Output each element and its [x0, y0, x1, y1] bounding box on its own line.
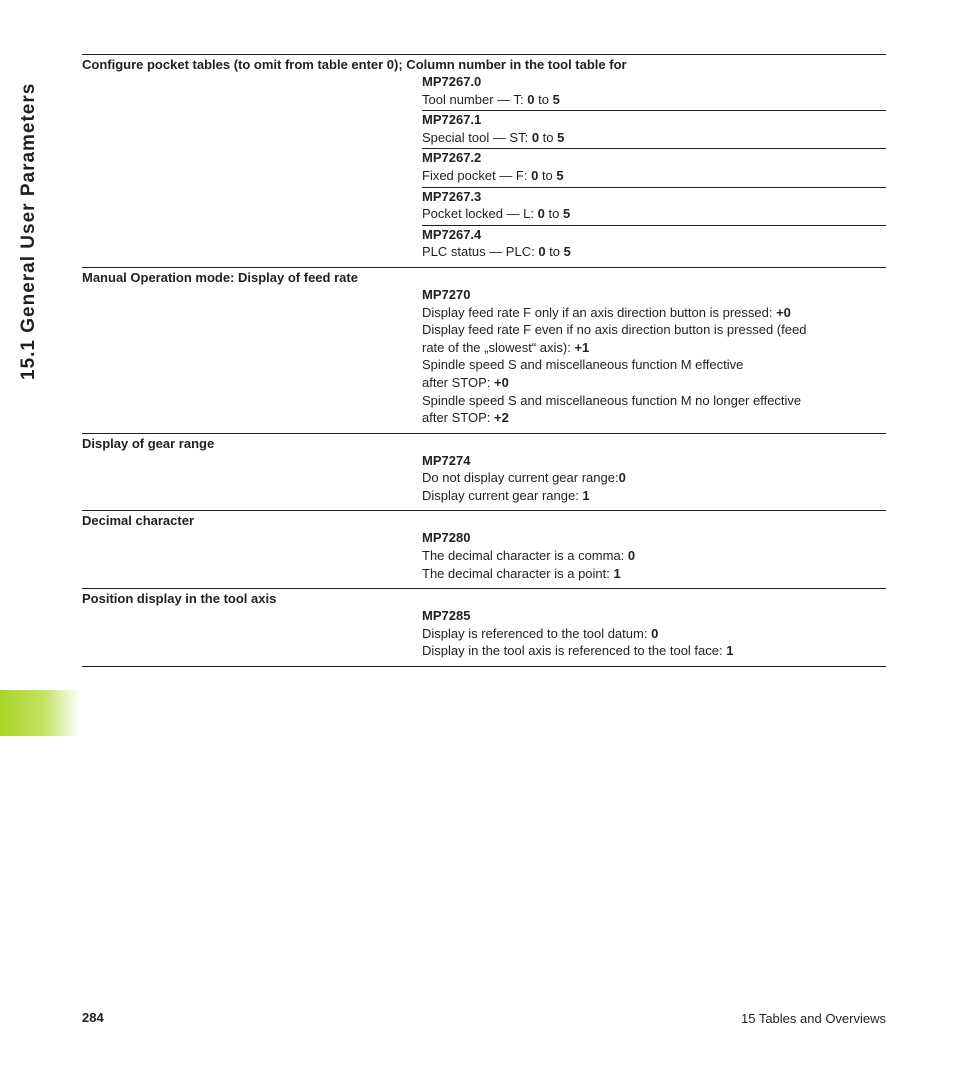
param-entry: [422, 529, 886, 582]
param-line: after STOP: +2: [422, 410, 509, 426]
section-title: Configure pocket tables (to omit from table enter 0); Column number in the tool table for: [82, 57, 627, 72]
param-list: [422, 607, 886, 660]
param-desc: Fixed pocket — F: 0 to 5: [422, 167, 564, 183]
param-id: MP7267.1: [422, 112, 482, 128]
param-id: MP7274: [422, 452, 471, 468]
param-id: MP7267.0: [422, 74, 482, 89]
section-position-display: [82, 588, 886, 667]
param-line: Do not display current gear range:0: [422, 470, 626, 486]
param-entry: [422, 225, 886, 261]
param-line: rate of the „slowest“ axis): +1: [422, 339, 590, 355]
param-list: [422, 452, 886, 505]
param-id: MP7267.2: [422, 150, 482, 166]
param-desc: Tool number — T: 0 to 5: [422, 91, 560, 107]
param-entry: [422, 187, 886, 223]
param-id: MP7280: [422, 530, 471, 546]
section-feed-rate-display: [82, 267, 886, 433]
side-chapter-title: 15.1 General User Parameters: [18, 82, 39, 380]
param-line: Display in the tool axis is referenced to the tool face: 1: [422, 643, 734, 659]
section-title: Decimal character: [82, 513, 195, 529]
parameter-table: [82, 54, 886, 667]
section-decimal-character: [82, 510, 886, 588]
param-list: [422, 73, 886, 261]
param-entry: [422, 110, 886, 146]
section-title: Manual Operation mode: Display of feed rate: [82, 269, 358, 285]
param-desc: PLC status — PLC: 0 to 5: [422, 244, 571, 260]
param-entry: [422, 73, 886, 108]
param-line: Display feed rate F even if no axis direction button is pressed (feed: [422, 322, 807, 338]
footer-chapter-title: 15 Tables and Overviews: [740, 1011, 886, 1026]
section-gear-range: [82, 433, 886, 511]
param-line: Display is referenced to the tool datum: 0: [422, 625, 659, 641]
param-line: Spindle speed S and miscellaneous function M no longer effective: [422, 392, 802, 408]
param-desc: Pocket locked — L: 0 to 5: [422, 206, 571, 222]
chapter-thumb-tab: [0, 690, 80, 736]
section-title: Display of gear range: [82, 435, 215, 451]
param-id: MP7267.4: [422, 226, 482, 242]
param-line: The decimal character is a point: 1: [422, 565, 621, 581]
param-id: MP7270: [422, 286, 471, 302]
param-list: [422, 529, 886, 582]
param-entry: [422, 148, 886, 184]
param-entry: [422, 607, 886, 660]
param-line: Display current gear range: 1: [422, 487, 590, 503]
section-pocket-tables: [82, 54, 886, 267]
param-entry: [422, 452, 886, 505]
param-id: MP7267.3: [422, 188, 482, 204]
param-desc: Special tool — ST: 0 to 5: [422, 129, 565, 145]
section-title: Position display in the tool axis: [82, 591, 277, 607]
param-line: Spindle speed S and miscellaneous function M effective: [422, 357, 744, 373]
page-number: 284: [82, 1010, 104, 1025]
param-id: MP7285: [422, 608, 471, 624]
param-line: Display feed rate F only if an axis direction button is pressed: +0: [422, 304, 791, 320]
param-list: [422, 286, 886, 427]
param-line: The decimal character is a comma: 0: [422, 548, 636, 564]
param-line: after STOP: +0: [422, 374, 509, 390]
param-entry: [422, 286, 886, 427]
